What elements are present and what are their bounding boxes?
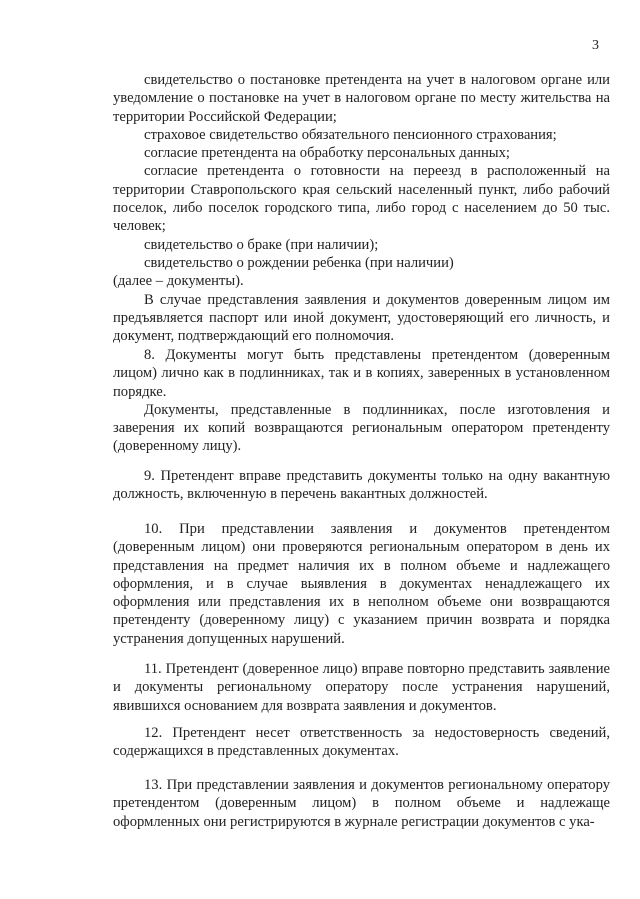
section-9 [113, 467, 610, 504]
paragraph-item-13: 13. При представлении заявления и документов региональному оператору претендентом (доверенным лицом) в полном объеме и надлежаще оформленных они регистрируются в журнале регистрации документов с ука- [113, 777, 610, 830]
section-8 [113, 346, 610, 456]
paragraph-item-8-originals: Документы, представленные в подлинниках, после изготовления и заверения их копий возвращаются региональным оператором претенденту (доверенному лицу). [113, 401, 610, 455]
paragraph-tax-registration: свидетельство о постановке претендента на учет в налоговом органе или уведомление о постановке на учет в налоговом органе по месту жительства на территории Российской Федерации; [113, 72, 610, 125]
paragraph-documents-definition: (далее – документы). [113, 273, 244, 290]
section-10 [113, 520, 610, 648]
section-11 [113, 660, 610, 715]
paragraph-birth-certificate: свидетельство о рождении ребенка (при наличии) [144, 254, 454, 271]
documents-list-block [113, 71, 610, 345]
paragraph-pension-insurance: страховое свидетельство обязательного пенсионного страхования; [144, 126, 557, 143]
paragraph-item-11: 11. Претендент (доверенное лицо) вправе повторно представить заявление и документы региональному оператору после устранения нарушений, явившихся основанием для возврата заявления и документов. [113, 661, 610, 714]
paragraph-personal-data-consent: согласие претендента на обработку персональных данных; [144, 145, 510, 162]
page-number: 3 [592, 38, 599, 53]
paragraph-trusted-person: В случае представления заявления и документов доверенным лицом им предъявляется паспорт или иной документ, удостоверяющий его личность, и документ, подтверждающий его полномочия. [113, 291, 610, 345]
paragraph-item-8: 8. Документы могут быть представлены претендентом (доверенным лицом) лично как в подлинниках, так и в копиях, заверенных в установленном порядке. [113, 347, 610, 400]
paragraph-item-9: 9. Претендент вправе представить документы только на одну вакантную должность, включенную в перечень вакантных должностей. [113, 468, 610, 503]
section-13 [113, 776, 610, 831]
section-12 [113, 724, 610, 761]
paragraph-item-10: 10. При представлении заявления и документов претендентом (доверенным лицом) они проверяются региональным оператором в день их представления на предмет наличия их в полном объеме и надлежащего оформления, и в случае выявления в документах ненадлежащего их оформления или представления их в неполном объеме они возвращаются претенденту (доверенному лицу) с указанием причин возврата и порядка устранения допущенных нарушений. [113, 521, 610, 647]
paragraph-relocation-consent: согласие претендента о готовности на переезд в расположенный на территории Ставропольского края сельский населенный пункт, либо рабочий поселок, либо поселок городского типа, либо город с населением до 50 тыс. человек; [113, 163, 610, 235]
paragraph-item-12: 12. Претендент несет ответственность за недостоверность сведений, содержащихся в представленных документах. [113, 725, 610, 760]
paragraph-marriage-certificate: свидетельство о браке (при наличии); [144, 236, 379, 253]
